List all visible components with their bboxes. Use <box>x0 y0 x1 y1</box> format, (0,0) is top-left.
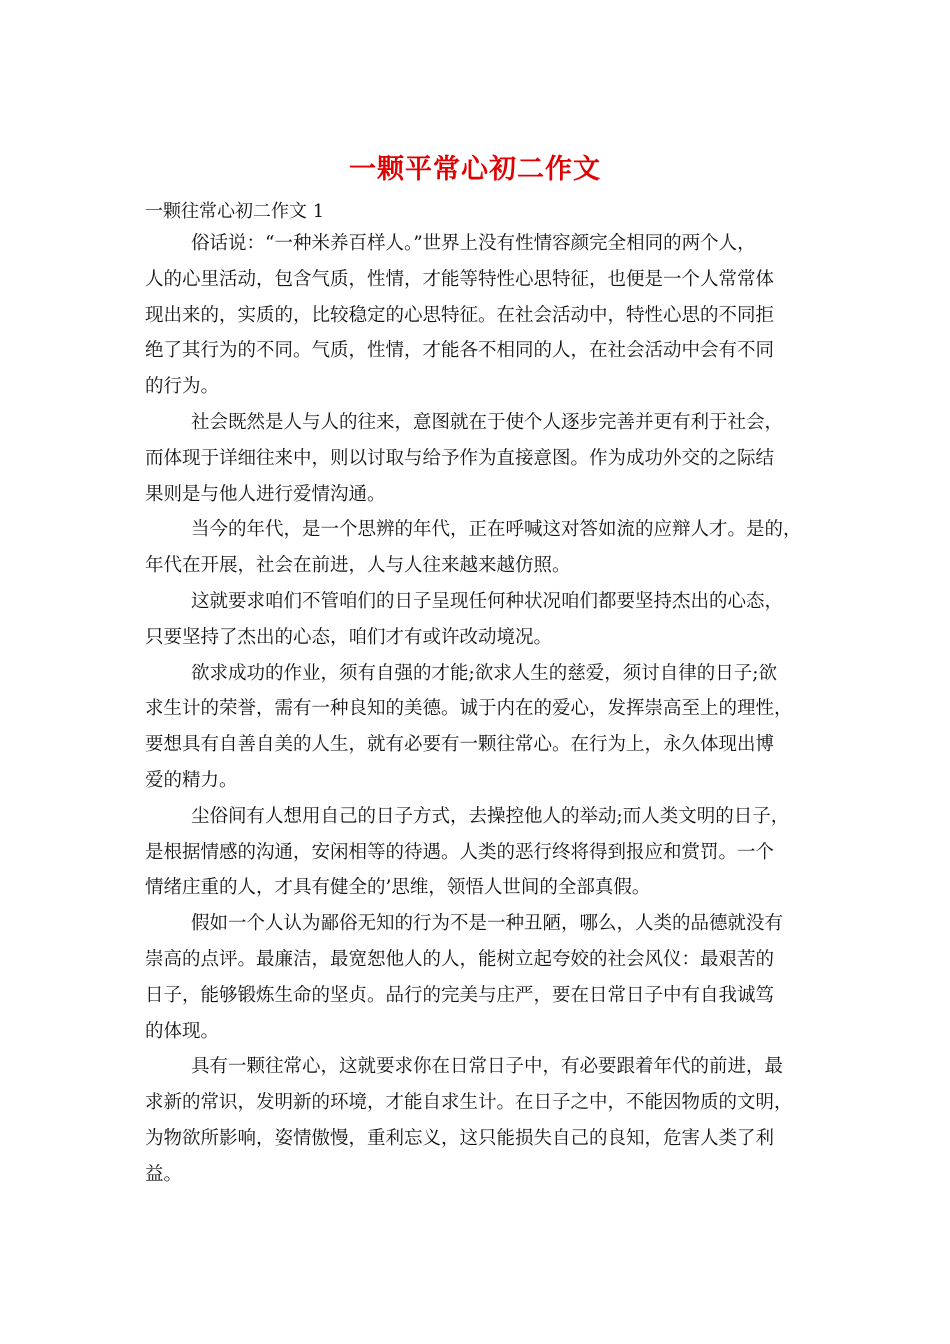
paragraph <box>145 1049 825 1192</box>
paragraph-line: 爱的精力。 <box>145 769 238 791</box>
paragraph-line: 而体现于详细往来中，则以讨取与给予作为直接意图。作为成功外交的之际结 <box>145 447 775 469</box>
paragraph <box>145 906 825 1049</box>
paragraph-line: 的行为。 <box>145 376 220 398</box>
paragraph-line: 假如一个人认为鄙俗无知的行为不是一种丑陋，哪么，人类的品德就没有 <box>191 913 784 935</box>
paragraph <box>145 512 825 584</box>
paragraph-line: 益。 <box>145 1163 183 1185</box>
paragraph-line: 情绪庄重的人，才具有健全的’思维，领悟人世间的全部真假。 <box>145 877 651 899</box>
paragraph-line: 日子，能够锻炼生命的坚贞。品行的完美与庄严，要在日常日子中有自我诚笃 <box>145 984 775 1006</box>
paragraph-line: 崇高的点评。最廉洁，最宽恕他人的人，能树立起夸姣的社会风仪：最艰苦的 <box>145 948 775 970</box>
paragraph <box>145 405 825 512</box>
paragraph-line: 果则是与他人进行爱情沟通。 <box>145 483 386 505</box>
paragraph-line: 社会既然是人与人的往来，意图就在于使个人逐步完善并更有利于社会， <box>191 411 784 433</box>
paragraph-line: 为物欲所影响，姿情傲慢，重利忘义，这只能损失自己的良知，危害人类了利 <box>145 1127 775 1149</box>
paragraph-line: 当今的年代，是一个思辨的年代，正在呼喊这对答如流的应辩人才。是的， <box>191 519 802 541</box>
paragraph-line: 的体现。 <box>145 1020 220 1042</box>
paragraph-line: 求生计的荣誉，需有一种良知的美德。诚于内在的爱心，发挥崇高至上的理性， <box>145 698 793 720</box>
paragraph-line: 具有一颗往常心，这就要求你在日常日子中，有必要跟着年代的前进，最 <box>191 1056 784 1078</box>
paragraph-line: 俗话说：“一种米养百样人。”世界上没有性情容颜完全相同的两个人， <box>191 233 756 254</box>
page-title: 一颗平常心初二作文 <box>349 154 601 185</box>
paragraph <box>145 656 825 799</box>
paragraph-line: 尘俗间有人想用自己的日子方式，去操控他人的举动;而人类文明的日子， <box>191 805 790 827</box>
paragraph-line: 人的心里活动，包含气质，性情，才能等特性心思特征，也便是一个人常常体 <box>145 268 775 290</box>
essay-subtitle: 一颗往常心初二作文 1 <box>145 201 325 222</box>
paragraph-line: 欲求成功的作业，须有自强的才能;欲求人生的慈爱，须讨自律的日子;欲 <box>191 662 777 684</box>
essay-body <box>145 226 825 1193</box>
paragraph <box>145 799 825 906</box>
paragraph-line: 要想具有自善自美的人生，就有必要有一颗往常心。在行为上，永久体现出博 <box>145 734 775 756</box>
paragraph-line: 绝了其行为的不同。气质，性情，才能各不相同的人，在社会活动中会有不同 <box>145 340 775 362</box>
paragraph-line: 这就要求咱们不管咱们的日子呈现任何种状况咱们都要坚持杰出的心态， <box>191 590 784 612</box>
paragraph-line: 现出来的，实质的，比较稳定的心思特征。在社会活动中，特性心思的不同拒 <box>145 304 775 326</box>
paragraph <box>145 584 825 656</box>
paragraph <box>145 226 825 405</box>
paragraph-line: 求新的常识，发明新的环境，才能自求生计。在日子之中，不能因物质的文明， <box>145 1092 793 1114</box>
paragraph-line: 年代在开展，社会在前进，人与人往来越来越仿照。 <box>145 555 571 577</box>
paragraph-line: 是根据情感的沟通，安闲相等的待遇。人类的恶行终将得到报应和赏罚。一个 <box>145 841 775 863</box>
paragraph-line: 只要坚持了杰出的心态，咱们才有或许改动境况。 <box>145 626 553 648</box>
